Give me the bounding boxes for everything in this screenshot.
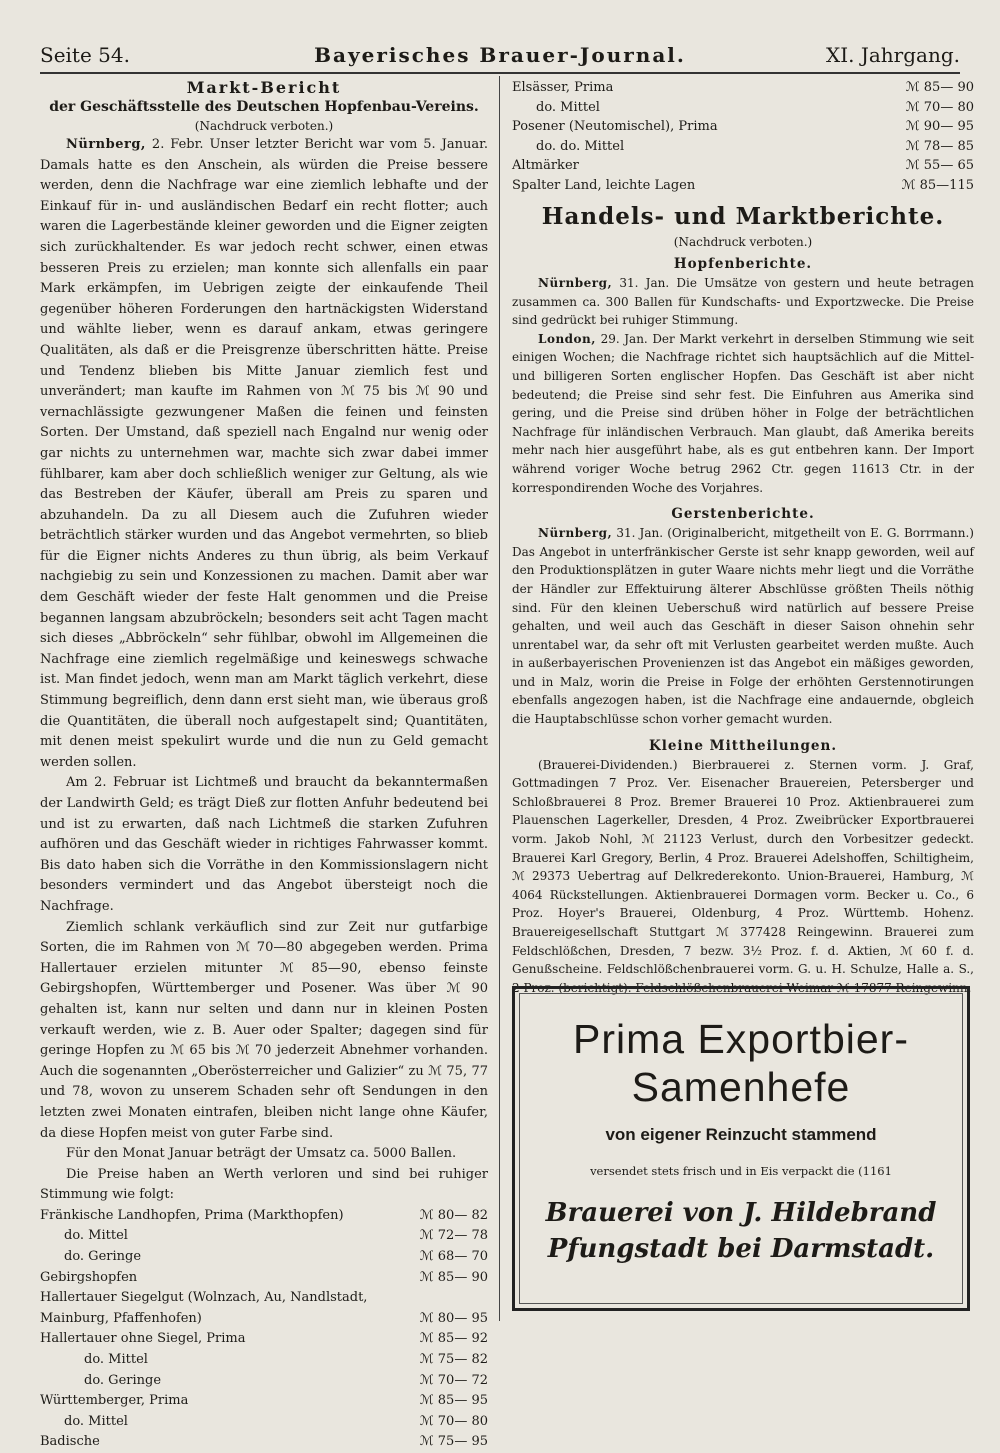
price-row bbox=[512, 98, 974, 118]
price-value: ℳ 75— 82 bbox=[419, 1352, 488, 1368]
price-name: Badische bbox=[40, 1434, 100, 1450]
dateline-place: Nürnberg, bbox=[538, 526, 613, 541]
ad-brewery-location: Pfungstadt bei Darmstadt. bbox=[547, 1234, 935, 1264]
price-value: ℳ 70— 80 bbox=[419, 1413, 488, 1429]
price-list-continued bbox=[512, 78, 974, 195]
price-name: do. Mittel bbox=[536, 99, 600, 115]
trade-reports-title: Handels- und Marktberichte. bbox=[541, 203, 945, 230]
price-row bbox=[40, 1350, 488, 1371]
market-report-title: Markt-Bericht bbox=[186, 78, 342, 97]
price-name: do. Geringe bbox=[84, 1372, 162, 1388]
price-name: do. Geringe bbox=[64, 1249, 142, 1265]
price-name: Hallertauer Siegelgut (Wolnzach, Au, Nandlstadt, Mainburg, Pfaffenhofen) bbox=[40, 1290, 368, 1326]
price-name: Elsässer, Prima bbox=[512, 80, 614, 95]
paragraph-text: 29. Jan. Der Markt verkehrt in derselben Stimmung wie seit einigen Wochen; die Nachfrage richtet sich hauptsächlich auf die Mittel- und billigeren Sorten englischer Hopfen. Das Geschäft ist aber nicht bedeutend; die Preise sind sehr fest. Die Einfuhren aus Amerika sind gering, und die Preise sind drüben höher in Folge der beträchtlichen Nachfrage für inländischen Verbrauch. Man glaubt, daß Amerika bereits mehr nach hier ausgeführt habe, als es gut entbehren kann. Der Import während voriger Woche betrug 2962 Ctr. gegen 11613 Ctr. in der korrespondirenden Woche des Vorjahres. bbox=[512, 331, 974, 495]
price-value: ℳ 85— 90 bbox=[905, 80, 974, 95]
hops-report-nuremberg bbox=[512, 274, 974, 330]
price-name: Gebirgshopfen bbox=[40, 1269, 138, 1285]
paragraph-text: 31. Jan. Die Umsätze von gestern und heute betragen zusammen ca. 300 Ballen für Kundschafts- und Exportzwecke. Die Preise sind gedrückt bei ruhiger Stimmung. bbox=[512, 276, 974, 328]
small-notes-text: (Brauerei-Dividenden.) Bierbrauerei z. Sternen vorm. J. Graf, Gottmadingen 7 Proz. Ver. Eisenacher Brauereien, Petersberger und Schloßbrauerei 8 Proz. Bremer Brauerei 10 Proz. Aktienbrauerei zum Plauenschen Lagerkeller, Dresden, 4 Proz. Zweibrücker Exportbrauerei vorm. Jakob Nohl, ℳ 21123 Verlust, durch den Vorbesitzer gedeckt. Brauerei Karl Gregory, Berlin, 4 Proz. Brauerei Adelshoffen, Schiltigheim, ℳ 29373 Uebertrag auf Delkrederekonto. Union-Brauerei, Hamburg, ℳ 4064 Rückstellungen. Aktienbrauerei Dormagen vorm. Becker u. Co., 6 Proz. Hoyer's Brauerei, Oldenburg, 4 Proz. Württemb. Hohenz. Brauereigesellschaft Stuttgart ℳ 377428 Reingewinn. Brauerei zum Feldschlößchen, Dresden, 7 bezw. 3½ Proz. f. d. Aktien, ℳ 60 f. d. Genußscheine. Feldschlößchenbrauerei vorm. G. u. H. Schulze, Halle a. S., 2 Proz. (berichtigt). Feldschlößchenbrauerei Weimar ℳ 17877 Reingewinn. bbox=[512, 757, 974, 995]
price-value: ℳ 80— 82 bbox=[419, 1207, 488, 1223]
price-row bbox=[512, 176, 974, 196]
price-name: do. do. Mittel bbox=[536, 138, 625, 154]
price-list bbox=[40, 1206, 488, 1453]
price-name: do. Mittel bbox=[84, 1352, 148, 1368]
price-row bbox=[40, 1226, 488, 1247]
header-rule bbox=[40, 72, 960, 74]
price-row bbox=[512, 137, 974, 157]
trade-reports-note: (Nachdruck verboten.) bbox=[673, 235, 813, 249]
price-value: ℳ 68— 70 bbox=[419, 1249, 488, 1265]
price-row bbox=[40, 1412, 488, 1433]
price-name: do. Mittel bbox=[64, 1413, 128, 1429]
price-row bbox=[40, 1268, 488, 1289]
volume-label: XI. Jahrgang. bbox=[825, 43, 960, 67]
price-row bbox=[40, 1288, 488, 1329]
price-value: ℳ 90— 95 bbox=[905, 119, 974, 134]
ad-headline: Prima Exportbier- bbox=[573, 1016, 909, 1062]
paragraph-text: 2. Febr. Unser letzter Bericht war vom 5. Januar. Damals hatte es den Anschein, als würden die Preise bessere werden, denn die Nachfrage war eine ziemlich lebhafte und der Einkauf für in- und ausländischen Bedarf ein recht flotter; auch waren die Lagerbestände kleiner geworden und die Eigner zeigten sich zurückhaltender. Es war jedoch recht schwer, einen etwas besseren Preis zu erzielen; man konnte sich allenfalls ein paar Mark erkämpfen, im Uebrigen zeigte der einkaufende Theil gegenüber höheren Forderungen den hartnäckigsten Widerstand und wählte lieber, wenn es darauf ankam, etwas geringere Qualitäten, als daß er die Preisgrenze überschritten hätte. Preise und Tendenz blieben bis Mitte Januar ziemlich fest und unverändert; man kaufte im Rahmen von ℳ 75 bis ℳ 90 und vernachlässigte gezwungener Maßen die feinen und feinsten Sorten. Der Umstand, daß speziell nach Engalnd nur wenig oder gar nichts zu unternehmen war, machte sich zwar dabei immer fühlbarer, kam aber doch schließlich weniger zur Geltung, als wie das Bestreben der Käufer, überall am Preis zu sparen und abzuhandeln. Da zu all Diesem auch die Zufuhren wieder beträchtlich stärker wurden und das Angebot vermehrten, so blieb für die Eigner nichts Anderes zu thun übrig, als beim Verkauf nachgiebig zu sein und Konzessionen zu machen. Damit aber war dem Geschäft wieder der feste Halt genommen und die Preise begannen langsam abzubröckeln; besonders seit acht Tagen macht sich dieses „Abbröckeln“ sehr fühlbar, obwohl im Allgemeinen die Nachfrage eine ziemlich regelmäßige und keineswegs schwache ist. Man findet jedoch, wenn man am Markt täglich verkehrt, diese Stimmung begreiflich, denn dann erst sieht man, wie überaus groß die Quantitäten, die überall noch aufgestapelt sind; Quantitäten, mit denen meist spekulirt wurde und die nun zu Geld gemacht werden sollen. bbox=[40, 137, 488, 770]
dateline-place: Nürnberg, bbox=[538, 276, 613, 290]
price-row bbox=[512, 117, 974, 137]
ad-tagline: von eigener Reinzucht stammend bbox=[605, 1125, 877, 1144]
running-header bbox=[40, 40, 960, 70]
price-row bbox=[40, 1391, 488, 1412]
ad-headline-2: Samenhefe bbox=[631, 1064, 851, 1110]
price-value: ℳ 75— 95 bbox=[419, 1434, 488, 1450]
price-value: ℳ 85—115 bbox=[901, 177, 974, 193]
price-name: Altmärker bbox=[512, 158, 579, 173]
dateline-place: Nürnberg, bbox=[66, 137, 146, 152]
barley-reports-heading: Gerstenberichte. bbox=[671, 506, 815, 523]
price-value: ℳ 85— 90 bbox=[419, 1269, 488, 1285]
price-name: Fränkische Landhopfen, Prima (Markthopfen) bbox=[40, 1207, 344, 1223]
price-name: Spalter Land, leichte Lagen bbox=[512, 177, 696, 193]
market-report-paragraph: Für den Monat Januar beträgt der Umsatz ca. 5000 Ballen. bbox=[66, 1146, 457, 1162]
price-row bbox=[512, 78, 974, 98]
barley-report bbox=[512, 524, 974, 729]
paragraph-text: 31. Jan. (Originalbericht, mitgetheilt von E. G. Borrmann.) Das Angebot in unterfränkischer Gerste ist sehr knapp geworden, weil auf den Produktionsplätzen in guter Waare nichts mehr liegt und die Vorräthe der Händler zur Effektuirung älterer Abschlüsse größten Theils nöthig sind. Für den kleinen Ueberschuß wird natürlich auf bessere Preise gehalten, und weil auch das Geschäft in dieser Saison ohnehin sehr unrentabel war, da sehr oft mit Verlusten gearbeitet werden mußte. Auch in außerbayerischen Provenienzen ist das Angebot ein mäßiges geworden, und in Malz, worin die Preise in Folge der erhöhten Gerstennotirungen ebenfalls angezogen haben, ist die Nachfrage eine andauernde, obgleich die Hauptabschlüsse schon vorher gemacht wurden. bbox=[512, 526, 974, 727]
journal-title: Bayerisches Brauer-Journal. bbox=[314, 43, 686, 67]
market-report-paragraph bbox=[40, 135, 488, 773]
small-notes-heading: Kleine Mittheilungen. bbox=[648, 737, 838, 754]
price-row bbox=[40, 1206, 488, 1227]
column-divider bbox=[499, 76, 500, 1321]
market-report-note: (Nachdruck verboten.) bbox=[194, 119, 334, 133]
advertisement-box bbox=[512, 986, 970, 1311]
left-column bbox=[40, 78, 488, 1450]
ad-brewery-name: Brauerei von J. Hildebrand bbox=[545, 1198, 937, 1228]
page-number: Seite 54. bbox=[40, 43, 130, 67]
market-report-paragraph: Ziemlich schlank verkäuflich sind zur Zeit nur gutfarbige Sorten, die im Rahmen von ℳ 70—80 abgegeben werden. Prima Hallertauer erzielen mitunter ℳ 85—90, ebenso feinste Gebirgshopfen, Württemberger und Posener. Was über ℳ 90 gehalten ist, kann nur selten und dann nur in kleinen Posten verkauft werden, wie z. B. Auer oder Spalter; dagegen sind für geringe Hopfen zu ℳ 65 bis ℳ 70 jederzeit Abnehmer vorhanden. Auch die sogenannten „Oberösterreicher und Galizier“ zu ℳ 75, 77 und 78, wovon zu unserem Schaden sehr oft Sendungen in den letzten zwei Monaten eintrafen, bleiben nicht lange ohne Käufer, da diese Hopfen meist von guter Farbe sind. bbox=[40, 919, 488, 1141]
market-report-paragraph: Am 2. Februar ist Lichtmeß und braucht da bekanntermaßen der Landwirth Geld; es trägt Dieß zur flotten Anfuhr bedeutend bei und ist zu erwarten, daß nach Lichtmeß die starken Zufuhren aufhören und das Geschäft wieder in richtiges Fahrwasser kommt. Bis dato haben sich die Vorräthe in den Kommissionslagern nicht besonders vermindert und das Angebot übersteigt noch die Nachfrage. bbox=[40, 775, 488, 914]
price-name: do. Mittel bbox=[64, 1228, 128, 1244]
ad-shipping-note: versendet stets frisch und in Eis verpackt die (1161 bbox=[590, 1164, 892, 1178]
price-row bbox=[40, 1371, 488, 1392]
price-value: ℳ 85— 92 bbox=[419, 1331, 488, 1347]
price-name: Hallertauer ohne Siegel, Prima bbox=[40, 1331, 246, 1347]
price-row bbox=[40, 1329, 488, 1350]
price-row bbox=[40, 1432, 488, 1453]
price-name: Württemberger, Prima bbox=[40, 1393, 189, 1409]
hops-report-london bbox=[512, 330, 974, 497]
price-value: ℳ 72— 78 bbox=[419, 1228, 488, 1244]
price-value: ℳ 78— 85 bbox=[905, 138, 974, 154]
market-report-paragraph: Die Preise haben an Werth verloren und sind bei ruhiger Stimmung wie folgt: bbox=[40, 1166, 488, 1203]
price-row bbox=[40, 1247, 488, 1268]
price-value: ℳ 80— 95 bbox=[419, 1310, 488, 1326]
price-name: Posener (Neutomischel), Prima bbox=[512, 119, 718, 134]
hops-reports-heading: Hopfenberichte. bbox=[673, 256, 813, 272]
market-report-subtitle: der Geschäftsstelle des Deutschen Hopfenbau-Vereins. bbox=[49, 99, 479, 115]
price-value: ℳ 85— 95 bbox=[419, 1393, 488, 1409]
dateline-place: London, bbox=[538, 331, 596, 346]
price-value: ℳ 55— 65 bbox=[905, 158, 974, 173]
price-row bbox=[512, 156, 974, 176]
price-value: ℳ 70— 72 bbox=[419, 1372, 488, 1388]
price-value: ℳ 70— 80 bbox=[905, 99, 974, 115]
